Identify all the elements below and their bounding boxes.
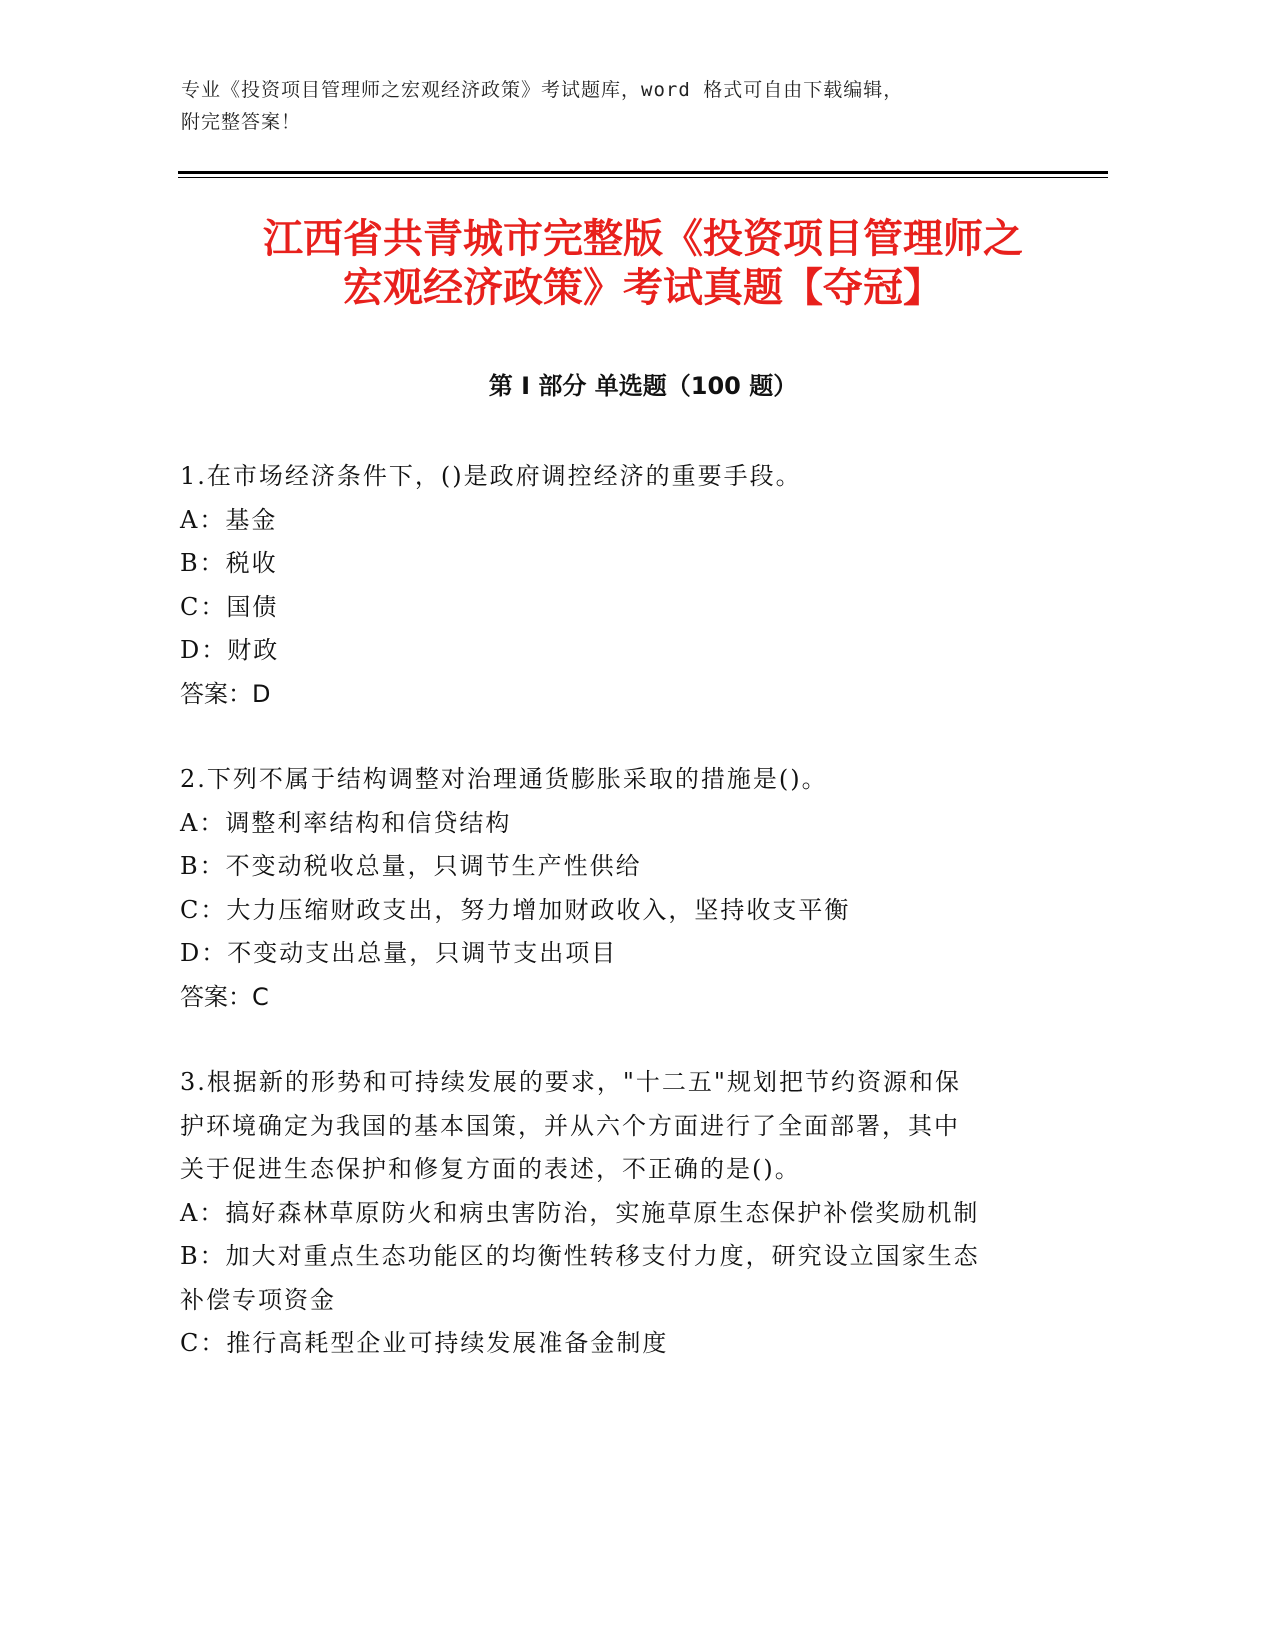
question-answer: 答案：C: [180, 982, 269, 1011]
header-note: [181, 74, 1081, 138]
question-option: 补偿专项资金: [180, 1285, 336, 1314]
document-title: [178, 215, 1108, 313]
header-note-line-1: 专业《投资项目管理师之宏观经济政策》考试题库，word 格式可自由下载编辑，: [181, 79, 904, 101]
question-stem: 护环境确定为我国的基本国策，并从六个方面进行了全面部署，其中: [180, 1111, 960, 1140]
question-stem: 1.在市场经济条件下，()是政府调控经济的重要手段。: [180, 462, 802, 490]
question-option: D：财政: [180, 636, 280, 664]
question-option: A：搞好森林草原防火和病虫害防治，实施草原生态保护补偿奖励机制: [180, 1198, 980, 1227]
question-block: [180, 1061, 1040, 1366]
question-option: A：调整利率结构和信贷结构: [180, 808, 512, 837]
question-option: B：税收: [180, 549, 278, 577]
header-divider-thick: [178, 171, 1108, 174]
question-option: C：大力压缩财政支出，努力增加财政收入，坚持收支平衡: [180, 895, 851, 924]
question-option: B：不变动税收总量，只调节生产性供给: [180, 852, 642, 880]
section-heading: 第 I 部分 单选题（100 题）: [488, 372, 798, 400]
question-option: B：加大对重点生态功能区的均衡性转移支付力度，研究设立国家生态: [180, 1242, 980, 1270]
document-title-line-2: 宏观经济政策》考试真题【夺冠】: [343, 265, 943, 311]
question-option: D：不变动支出总量，只调节支出项目: [180, 939, 618, 967]
header-note-line-2: 附完整答案！: [181, 111, 302, 133]
question-option: C：推行高耗型企业可持续发展准备金制度: [180, 1329, 669, 1357]
question-stem: 关于促进生态保护和修复方面的表述，不正确的是()。: [180, 1155, 801, 1183]
question-stem: 3.根据新的形势和可持续发展的要求，"十二五"规划把节约资源和保: [180, 1068, 961, 1096]
question-option: C：国债: [180, 592, 279, 621]
question-stem: 2.下列不属于结构调整对治理通货膨胀采取的措施是()。: [180, 765, 828, 793]
header-divider-thin: [178, 177, 1108, 178]
question-block: [180, 455, 1040, 716]
question-option: A：基金: [180, 505, 278, 534]
document-title-line-1: 江西省共青城市完整版《投资项目管理师之: [263, 216, 1023, 262]
question-answer: 答案：D: [180, 679, 271, 708]
question-block: [180, 758, 1040, 1019]
question-list: [180, 455, 1040, 1408]
